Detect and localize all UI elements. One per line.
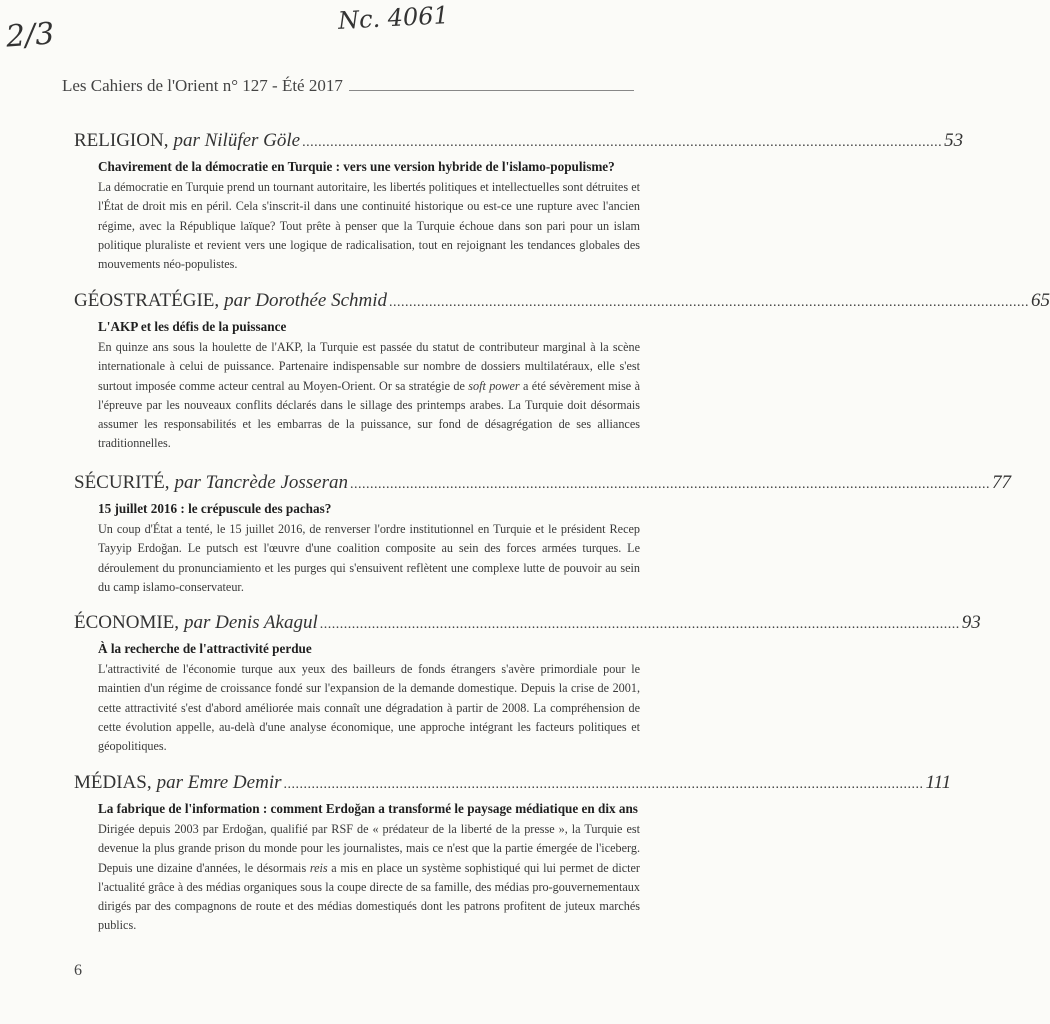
author: par Nilüfer Göle <box>173 130 301 151</box>
rubric: RELIGION, <box>74 130 169 151</box>
handwritten-page-mark: 2/3 <box>4 16 56 55</box>
page-number: 65 <box>1031 290 1050 311</box>
toc-entry-title <box>74 290 1050 314</box>
dot-leader: ................................................................................................................................................................ <box>283 777 924 792</box>
author: par Emre Demir <box>156 772 282 793</box>
running-head <box>62 76 634 96</box>
handwritten-reference-mark: Nc. 4061 <box>337 1 450 35</box>
author: par Denis Akagul <box>184 612 318 633</box>
page-number: 111 <box>925 772 952 793</box>
author: par Tancrède Josseran <box>174 472 348 493</box>
rubric: MÉDIAS, <box>74 772 152 793</box>
abstract-text: En quinze ans sous la houlette de l'AKP, la Turquie est passée du statut de contributeur marginal à la scène internationale à celui de puissance. Partenaire indispensable sur nombre de dossiers multilatéraux, elle s'est surtout imposée comme acteur central au Moyen-Orient. Or sa stratégie de <box>98 340 640 393</box>
article-subtitle: L'AKP et les défis de la puissance <box>98 319 287 334</box>
abstract-text: a mis en place un système sophistiqué qui lui permet de dicter l'actualité grâce à des médias organiques sous la coupe directe de sa famille, des médias pro-gouvernementaux dirigés par des compagnons de route et des médias domestiqués dont les patrons profitent de juteux marchés publics. <box>98 860 640 933</box>
rubric: ÉCONOMIE, <box>74 612 180 633</box>
header-rule <box>349 90 634 91</box>
article-abstract: Un coup d'État a tenté, le 15 juillet 2016, de renverser l'ordre institutionnel en Turquie et le président Recep Tayyip Erdoğan. Le putsch est l'œuvre d'une coalition composite au sein des forces armées turques. Le déroulement du pronunciamiento et les purges qui s'ensuivent reflètent une complexe lutte de pouvoir au sein du camp islamo-conservateur. <box>98 522 640 594</box>
page-number: 53 <box>944 130 964 151</box>
page-number: 93 <box>961 612 981 633</box>
abstract-text: Dirigée depuis 2003 par Erdoğan, qualifié par RSF de « prédateur de la liberté de la presse », la Turquie est devenue la plus grande prison du monde pour les journalistes, mais ce n'est que la partie émergée de l'iceberg. Depuis une dizaine d'années, le désormais <box>98 822 640 875</box>
toc-entry-title <box>74 612 981 636</box>
author: par Dorothée Schmid <box>224 290 388 311</box>
toc-entry-securite <box>74 472 1011 597</box>
toc-entry-religion <box>74 130 964 274</box>
toc-entry-title <box>74 472 1011 496</box>
journal-title: Les Cahiers de l'Orient n° 127 - Été 2017 <box>62 76 343 95</box>
page-folio: 6 <box>74 962 82 979</box>
toc-entry-economie <box>74 612 981 756</box>
dot-leader: ................................................................................................................................................................ <box>302 135 943 150</box>
article-subtitle: La fabrique de l'information : comment Erdoğan a transformé le paysage médiatique en dix ans <box>98 801 638 816</box>
article-subtitle: À la recherche de l'attractivité perdue <box>98 641 312 656</box>
dot-leader: ................................................................................................................................................................ <box>350 477 990 492</box>
dot-leader: ................................................................................................................................................................ <box>319 617 960 632</box>
rubric: SÉCURITÉ, <box>74 472 170 493</box>
abstract-italic: soft power <box>468 378 520 393</box>
toc-entry-geostrategie <box>74 290 1050 454</box>
article-subtitle: Chavirement de la démocratie en Turquie : vers une version hybride de l'islamo-populisme? <box>98 159 615 174</box>
article-abstract <box>98 338 640 454</box>
article-abstract <box>98 820 640 936</box>
abstract-italic: reis <box>309 860 328 875</box>
toc-entry-title <box>74 772 952 796</box>
abstract-text: a été sévèrement mise à l'épreuve par les nouveaux conflits déclarés dans le sillage des printemps arabes. La Turquie doit désormais assumer les responsabilités et les embarras de la puissance, sur fond de désagrégation de ses alliances traditionnelles. <box>98 378 640 451</box>
dot-leader: ................................................................................................................................................................ <box>389 295 1030 310</box>
article-abstract: L'attractivité de l'économie turque aux yeux des bailleurs de fonds étrangers s'avère primordiale pour le maintien d'un régime de croissance fondé sur l'expansion de la demande domestique. Depuis la crise de 2001, cette attractivité s'est d'abord améliorée mais connaît une dégradation à partir de 2008. La compréhension de cette évolution appelle, au-delà d'une analyse économique, une approche intégrant les facteurs politiques et géopolitiques. <box>98 662 640 754</box>
article-abstract: La démocratie en Turquie prend un tournant autoritaire, les libertés politiques et intellectuelles sont détruites et l'État de droit mis en péril. Cela s'inscrit-il dans une continuité historique ou est-ce une rupture avec l'ancien régime, avec la République laïque? Tout prête à penser que la Turquie échoue dans son pari pour un islam politique pluraliste et revient vers une logique de radicalisation, tout en rejoignant les tendances globales des mouvements néo-populistes. <box>98 180 640 272</box>
page-number: 77 <box>992 472 1011 493</box>
toc-entry-title <box>74 130 964 154</box>
article-subtitle: 15 juillet 2016 : le crépuscule des pachas? <box>98 501 332 516</box>
toc-entry-medias <box>74 772 952 936</box>
rubric: GÉOSTRATÉGIE, <box>74 290 220 311</box>
